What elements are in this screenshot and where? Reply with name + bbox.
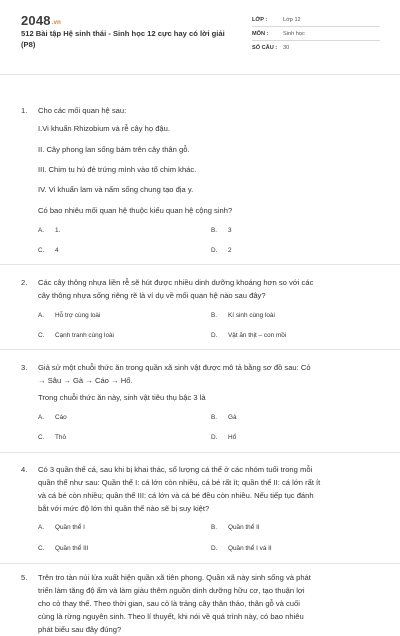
option-letter: C. [38,545,45,552]
meta-value: Sinh học [283,31,305,37]
question-prompt: Có bao nhiêu mối quan hệ thuộc kiểu quan hệ cộng sinh? [38,206,233,215]
option-letter: C. [38,434,45,441]
meta-key: LỚP : [252,17,268,23]
option-b[interactable] [211,227,232,234]
question-divider [0,563,400,564]
statement: IV. Vi khuẩn lam và nấm sống chung tạo địa y. [38,185,194,194]
question-2 [21,276,381,302]
meta-divider [252,40,380,41]
option-text: Hỗ trợ cùng loài [55,312,101,319]
option-letter: A. [38,414,45,421]
option-text: Quần thể I và II [228,545,272,552]
option-letter: C. [38,247,45,254]
option-text: Thỏ [55,434,67,441]
option-letter: A. [38,312,45,319]
meta-key: MÔN : [252,31,269,37]
option-letter: B. [211,227,218,234]
option-letter: A. [38,524,45,531]
question-text-line: quần thể như sau: Quần thể I: cá lớn còn nhiều, cá bé rất ít; quần thể II: cá lớn rất ít [38,478,321,487]
statement: III. Chim tu hú đẻ trứng mình vào tổ chim khác. [38,165,197,174]
section-divider [0,74,400,75]
option-text: Quần thể II [228,524,260,531]
option-text: Kí sinh cùng loài [228,312,275,319]
option-text: 2 [228,247,232,254]
option-text: Hổ [228,434,237,441]
option-a[interactable] [38,312,100,319]
question-1 [21,104,381,117]
page-header [0,0,400,64]
question-text-line: cùng là rừng nguyên sinh. Theo lí thuyết, khi nói về quá trình này, có bao nhiêu [38,612,304,621]
question-number: 4. [21,465,28,474]
option-b[interactable] [211,312,275,319]
option-text: 3 [228,227,232,234]
question-text: Cho các mối quan hệ sau: [38,106,127,115]
question-text-line: và cá bé còn nhiều; quần thể III: cá lớn và cá bé đều còn nhiều. Nếu tiếp tục đánh [38,491,314,500]
option-text: Quần thể I [55,524,85,531]
question-text-line: Các cây thông nhựa liền rễ sẽ hút được nhiều dinh dưỡng khoáng hơn so với các [38,278,314,287]
option-text: Gà [228,414,237,421]
meta-value: 30 [283,45,290,51]
option-b[interactable] [211,524,260,531]
question-5 [21,571,381,636]
question-4 [21,463,381,515]
question-text-line: → Sâu → Gà → Cáo → Hổ. [38,376,133,385]
option-letter: C. [38,332,45,339]
option-text: Vật ăn thịt – con mồi [228,332,287,339]
question-text-line: bắt với mức độ lớn thì quần thể nào sẽ bị suy kiệt? [38,504,210,513]
option-d[interactable] [211,332,286,339]
question-number: 2. [21,278,28,287]
option-text: 1. [55,227,61,234]
option-letter: D. [211,332,218,339]
question-divider [0,264,400,265]
option-b[interactable] [211,414,237,421]
document-title: 512 Bài tập Hệ sinh thái - Sinh học 12 cực hay có lời giải (P8) [21,29,225,49]
question-text-line: Trên tro tàn núi lửa xuất hiện quần xã tiên phong. Quần xã này sinh sống và phát [38,573,311,582]
question-divider [0,349,400,350]
option-c[interactable] [38,247,59,254]
statement: I.Vi khuẩn Rhizobium và rễ cây họ đậu. [38,124,170,133]
question-text-line: cây thông nhựa sống riêng rẽ là ví dụ về mối quan hệ nào sau đây? [38,291,266,300]
option-a[interactable] [38,227,60,234]
statement: II. Cây phong lan sống bám trên cây thân gỗ. [38,145,190,154]
question-text-line: cho cỏ thay thế. Theo thời gian, sau cỏ là trảng cây thân thảo, thân gỗ và cuối [38,599,300,608]
option-letter: D. [211,545,218,552]
option-text: 4 [55,247,59,254]
meta-key: SỐ CÂU : [252,45,278,51]
option-d[interactable] [211,247,232,254]
logo-tld: .vn [51,20,62,26]
option-letter: B. [211,414,218,421]
option-c[interactable] [38,545,88,552]
option-letter: B. [211,524,218,531]
option-c[interactable] [38,434,66,441]
question-number: 3. [21,363,28,372]
question-text-line: phát biểu sau đây đúng? [38,625,122,634]
option-c[interactable] [38,332,114,339]
option-d[interactable] [211,434,236,441]
option-letter: A. [38,227,45,234]
option-a[interactable] [38,414,67,421]
question-divider [0,452,400,453]
meta-value: Lớp 12 [283,17,301,23]
question-text-line: Có 3 quần thể cá, sau khi bị khai thác, số lượng cá thể ở các nhóm tuổi trong mỗi [38,465,313,474]
option-text: Cạnh tranh cùng loài [55,332,114,339]
question-text-line: triển làm tăng độ ẩm và làm giàu thêm nguồn dinh dưỡng hữu cơ, tạo thuận lợi [38,586,305,595]
meta-divider [252,26,380,27]
option-text: Quần thể III [55,545,89,552]
question-text-line: Giả sử một chuỗi thức ăn trong quần xã sinh vật được mô tả bằng sơ đồ sau: Cỏ [38,363,311,372]
option-text: Cáo [55,414,67,421]
question-number: 1. [21,106,28,115]
option-letter: D. [211,247,218,254]
question-number: 5. [21,573,28,582]
question-3 [21,361,381,387]
option-letter: D. [211,434,218,441]
option-d[interactable] [211,545,272,552]
question-prompt: Trong chuỗi thức ăn này, sinh vật tiêu thụ bậc 3 là [38,393,206,402]
option-a[interactable] [38,524,85,531]
site-logo[interactable] [21,13,61,28]
option-letter: B. [211,312,218,319]
logo-text: 2048 [21,13,51,28]
